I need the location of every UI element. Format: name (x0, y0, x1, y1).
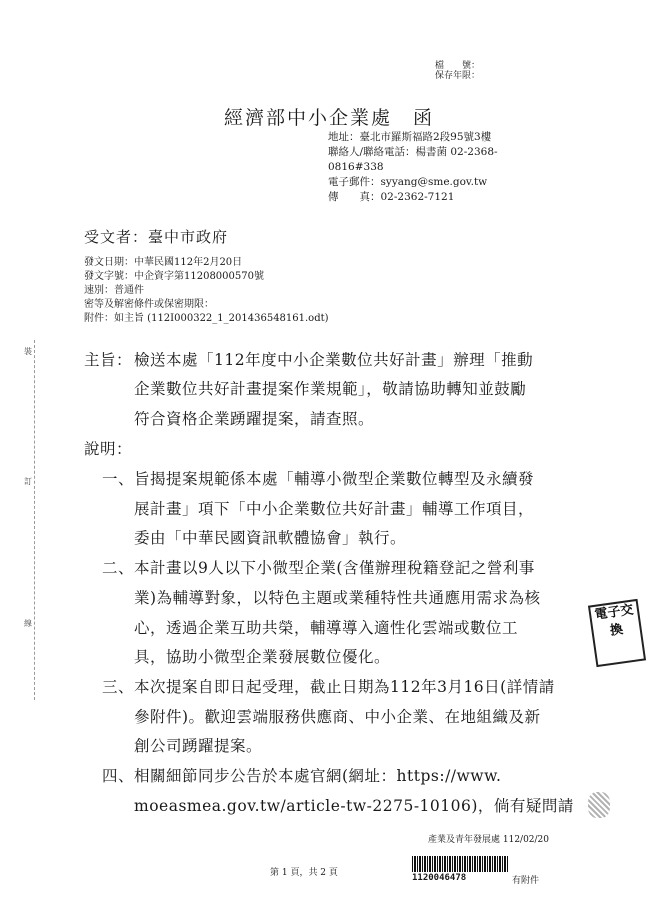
meta-block (84, 256, 329, 326)
contact-extension: 0816#338 (328, 161, 384, 173)
contact-block (328, 130, 498, 205)
recipient: 受文者：臺中市政府 (84, 228, 229, 246)
item-line: moeasmea.gov.tw/article-tw-2275-10106)，倘有疑問請 (134, 797, 574, 815)
item-line: 業)為輔導對象，以特色主題或業種特性共通應用需求為核 (134, 589, 541, 607)
file-number-label: 檔 號： (435, 61, 481, 71)
item-line: 委由「中華民國資訊軟體協會」執行。 (134, 529, 407, 547)
electronic-exchange-stamp: 電子交換 (588, 599, 646, 667)
receipt-stamp: 產業及青年發展處 112/02/20 (428, 835, 550, 845)
fax: 傳 真：02-2362-7121 (328, 191, 455, 203)
item-line: 心，透過企業互助共榮，輔導導入適性化雲端或數位工 (134, 619, 519, 637)
subject-line-3: 符合資格企業踴躍提案，請查照。 (134, 410, 375, 428)
contact-person: 聯絡人/聯絡電話：楊書菌 02-2368- (328, 146, 498, 158)
issue-date: 發文日期：中華民國112年2月20日 (84, 257, 243, 268)
address: 地址：臺北市羅斯福路2段95號3樓 (328, 131, 492, 143)
item-line: 具，協助小微型企業發展數位優化。 (134, 648, 391, 666)
page-indicator: 第 1 頁，共 2 頁 (270, 868, 338, 878)
document-title: 經濟部中小企業處 函 (224, 107, 435, 129)
urgency: 速別：普通件 (84, 285, 144, 296)
binding-margin-line (34, 340, 35, 700)
subject-line-1: 檢送本處「112年度中小企業數位共好計畫」辦理「推動 (134, 351, 534, 369)
attachment: 附件：如主旨 (112I000322_1_201436548161.odt) (84, 313, 329, 324)
confidentiality: 密等及解密條件或保密期限： (84, 299, 214, 310)
barcode (412, 856, 508, 872)
item-line: 參附件)。歡迎雲端服務供應商、中小企業、在地組織及新 (134, 708, 541, 726)
subject-line-2: 企業數位共好計畫提案作業規範」，敬請協助轉知並鼓勵 (134, 380, 527, 398)
item-line: 創公司踴躍提案。 (134, 737, 263, 755)
retention-period-label: 保存年限： (435, 71, 481, 81)
document-number: 發文字號：中企資字第11208000570號 (84, 271, 264, 282)
item-line: 展計畫」項下「中小企業數位共好計畫」輔導工作項目， (134, 500, 535, 518)
item-number: 三、 (102, 678, 135, 696)
item-line: 相關細節同步公告於本處官網(網址：https://www. (134, 767, 502, 785)
item-number: 四、 (102, 767, 135, 785)
barcode-number: 1120046478 (412, 873, 467, 883)
item-number: 二、 (102, 559, 135, 577)
item-line: 旨揭提案規範係本處「輔導小微型企業數位轉型及永續發 (134, 470, 535, 488)
item-number: 一、 (102, 470, 135, 488)
explanation-label: 說明： (84, 440, 133, 458)
binding-mark-top: 裝 (24, 347, 32, 356)
binding-mark-middle: 訂 (24, 477, 32, 486)
item-line: 本計畫以9人以下小微型企業(含僅辦理稅籍登記之營利事 (134, 559, 535, 577)
item-line: 本次提案自即日起受理，截止日期為112年3月16日(詳情請 (134, 678, 555, 696)
subject-label: 主旨： (84, 351, 133, 369)
attachment-flag: 有附件 (512, 876, 540, 886)
ink-smudge (588, 792, 610, 818)
email: 電子郵件：syyang@sme.gov.tw (328, 176, 488, 188)
binding-mark-bottom: 線 (24, 619, 32, 628)
